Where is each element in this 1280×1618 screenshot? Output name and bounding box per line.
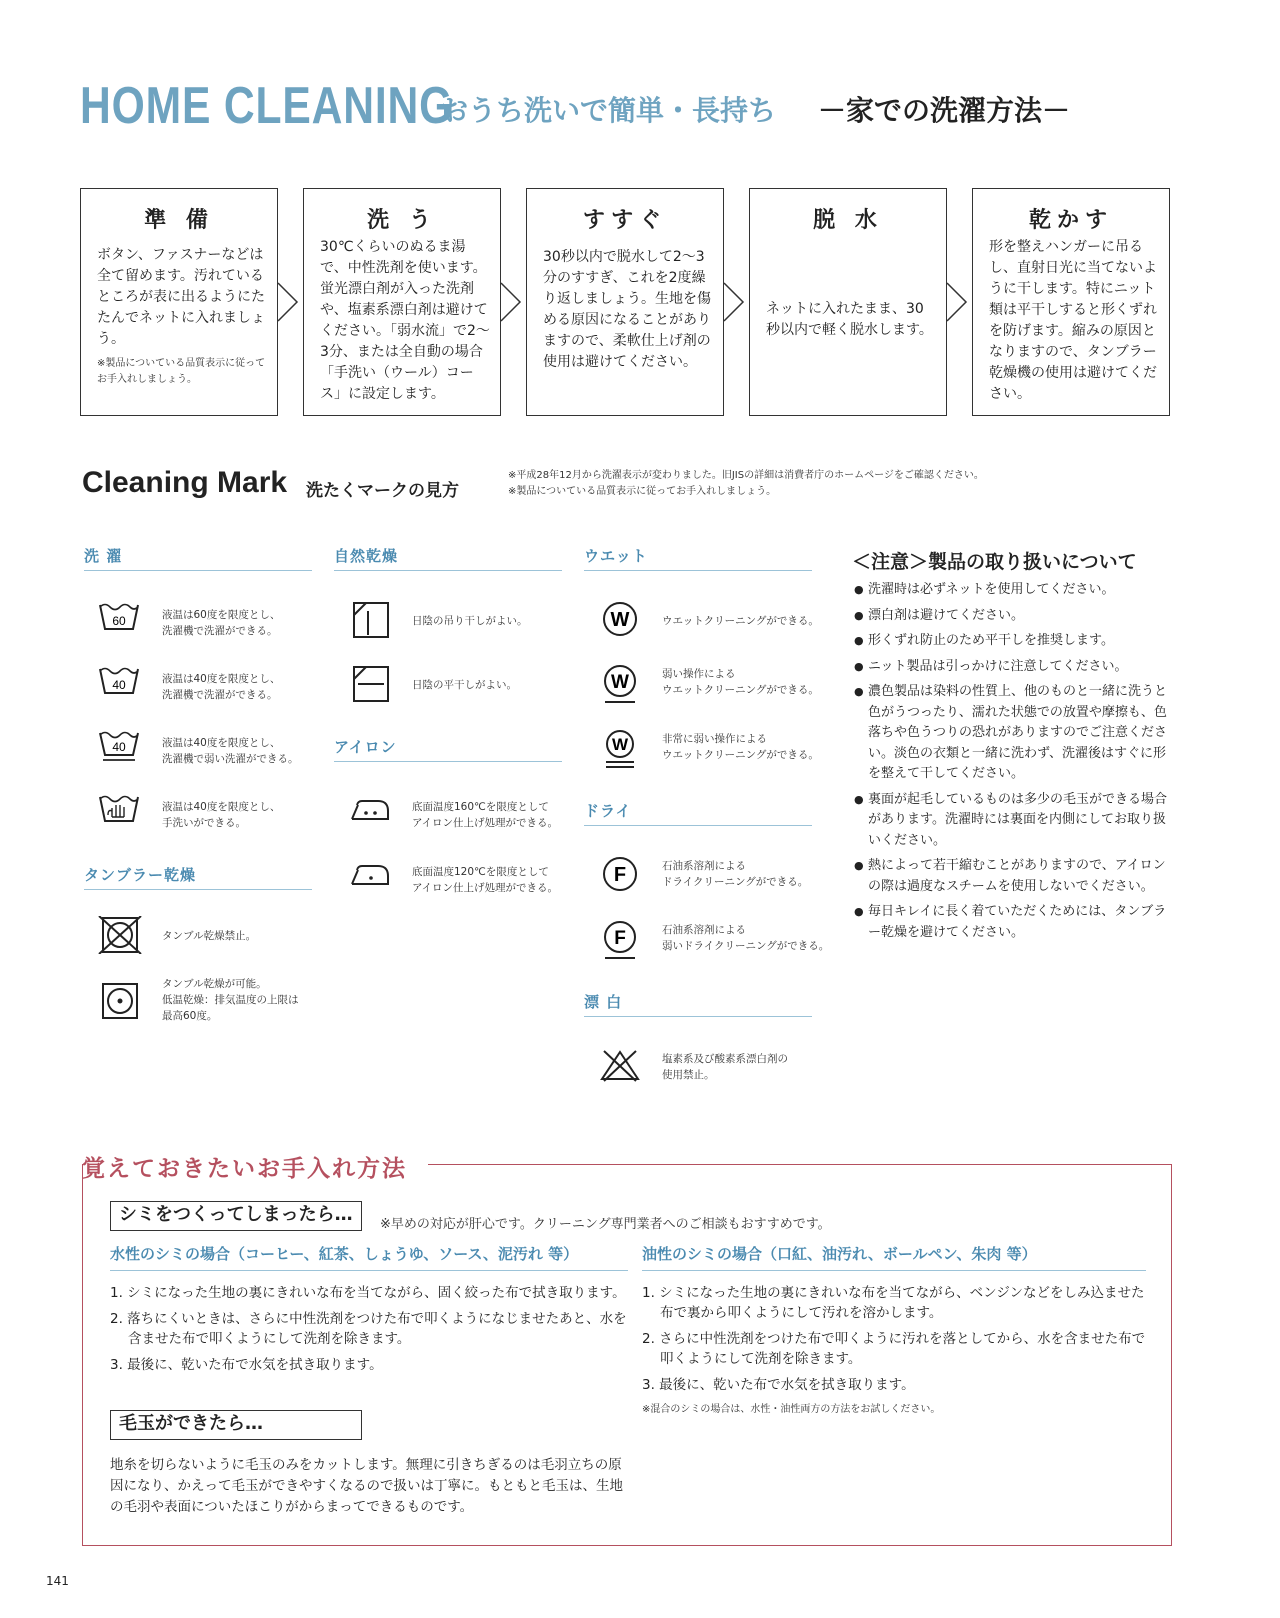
wash-temp-label: 40 [112, 678, 126, 692]
mark-iron-160 [334, 793, 562, 839]
tumble-dry-prohibited-icon [98, 916, 142, 954]
category-tumble: タンブラー乾燥 [84, 864, 312, 890]
dry-label: F [614, 928, 626, 949]
wash-temp-label: 60 [112, 614, 126, 628]
mark-wet-weak [584, 664, 819, 710]
chevron-right-icon [500, 282, 522, 322]
category-natural-dry: 自然乾燥 [334, 545, 562, 571]
mark-flat-shade [334, 665, 562, 711]
mark-text: 洗濯機で洗濯ができる。 [162, 625, 278, 637]
oil-stain-heading: 油性のシミの場合（口紅、油汚れ、ボールペン、朱肉 等） [642, 1243, 1146, 1271]
mark-text: ドライクリーニングができる。 [662, 876, 809, 888]
wet-clean-icon [598, 601, 642, 639]
chevron-right-icon [723, 282, 745, 322]
mark-text: ウエットクリーニングができる。 [662, 684, 819, 696]
mark-text: 日陰の吊り干しがよい。 [412, 615, 528, 627]
step-title: すすぐ [582, 208, 668, 233]
cleaning-mark-note: ※平成28年12月から洗濯表示が変わりました。旧JISの詳細は消費者庁のホームページをご確認ください。 [508, 470, 984, 481]
chevron-right-icon [277, 282, 299, 322]
tumble-dry-low-icon [98, 982, 142, 1020]
dry-clean-icon [598, 856, 642, 894]
flat-dry-shade-icon [348, 665, 392, 703]
wash-tub-icon [98, 601, 140, 633]
mark-wet-very-weak [584, 729, 819, 775]
notes-item: ● 熱によって若干縮むことがありますので、アイロンの際は過度なスチームを使用しないでください。 [854, 856, 1176, 897]
mark-text: 手洗いができる。 [162, 817, 246, 829]
oil-stain-step: 2. さらに中性洗剤をつけた布で叩くように汚れを落としてから、水を含ませた布で叩くようにして洗剤を除きます。 [642, 1331, 1146, 1367]
wet-label: W [611, 672, 629, 693]
notes-item: ● 洗濯時は必ずネットを使用してください。 [854, 580, 1176, 601]
dry-label: F [613, 864, 627, 886]
mark-iron-120 [334, 858, 562, 904]
mark-text: 弱い操作による [662, 668, 736, 680]
mark-text: 底面温度160℃を限度として [412, 801, 549, 813]
mark-text: 低温乾燥：排気温度の上限は [162, 994, 299, 1006]
mark-text: アイロン仕上げ処理ができる。 [412, 882, 559, 894]
step-title: 乾かす [1028, 208, 1113, 233]
cleaning-mark-title: Cleaning Mark [82, 466, 288, 499]
mark-hang-shade [334, 601, 562, 647]
step-body: 形を整えハンガーに吊るし、直射日光に当てないように干します。特にニット類は平干しすると形くずれを防げます。縮みの原因となりますので、タンブラー乾燥機の使用は避けてください。 [989, 239, 1157, 402]
cleaning-mark-note: ※製品についている品質表示に従ってお手入れしましょう。 [508, 486, 777, 497]
oil-stain-step: 3. 最後に、乾いた布で水気を拭き取ります。 [642, 1377, 915, 1393]
step-note: ※製品についている品質表示に従ってお手入れしましょう。 [97, 358, 266, 385]
cleaning-mark-subtitle: 洗たくマークの見方 [306, 481, 459, 501]
water-stain-step: 1. シミになった生地の裏にきれいな布を当てながら、固く絞った布で拭き取ります。 [110, 1285, 626, 1301]
oil-stain-step: 1. シミになった生地の裏にきれいな布を当てながら、ベンジンなどをしみ込ませた布で裏から叩くようにして汚れを溶かします。 [642, 1285, 1145, 1321]
step-title: 洗 う [367, 208, 437, 233]
mark-text: 使用禁止。 [662, 1069, 715, 1081]
step-title: 準 備 [144, 208, 214, 233]
mark-text: 石油系溶剤による [662, 860, 746, 872]
step-rinse [526, 188, 724, 416]
mark-text: 液温は40度を限度とし、 [162, 673, 281, 685]
category-iron: アイロン [334, 736, 562, 762]
hang-dry-shade-icon [348, 601, 392, 639]
wash-temp-label: 40 [112, 740, 126, 754]
water-stain-step: 2. 落ちにくいときは、さらに中性洗剤をつけた布で叩くようになじませたあと、水を含ませた布で叩くようにして洗剤を除きます。 [110, 1311, 627, 1347]
mark-text: ウエットクリーニングができる。 [662, 615, 819, 627]
notes-item: ● ニット製品は引っかけに注意してください。 [854, 657, 1176, 678]
wet-label: W [610, 609, 630, 631]
notes-item: ● 裏面が起毛しているものは多少の毛玉ができる場合があります。洗濯時には裏面を内側にしてお取り扱いください。 [854, 790, 1176, 852]
notes-item: ● 濃色製品は染料の性質上、他のものと一緒に洗うと色がうつったり、濡れた状態での放置や摩擦も、色落ちや色うつりの恐れがありますのでご注意ください。淡色の衣類と一緒に洗わず、洗濯後はすぐに形を整えて干してください。 [854, 682, 1176, 785]
step-dry [972, 188, 1170, 416]
mark-tumble-no [84, 916, 312, 962]
notes-item: ● 形くずれ防止のため平干しを推奨します。 [854, 631, 1176, 652]
water-stain-heading: 水性のシミの場合（コーヒー、紅茶、しょうゆ、ソース、泥汚れ 等） [110, 1243, 628, 1271]
iron-medium-icon [348, 793, 392, 825]
dry-clean-weak-icon [598, 920, 642, 962]
mark-text: ウエットクリーニングができる。 [662, 749, 819, 761]
bleach-prohibited-icon [598, 1049, 642, 1083]
mark-text: タンブル乾燥が可能。 [162, 978, 267, 990]
notes-list [854, 580, 1176, 948]
pill-heading: 毛玉ができたら… [110, 1410, 362, 1440]
mark-wash-60 [84, 601, 312, 647]
page-title: HOME CLEANING [80, 77, 454, 135]
step-body: 30℃くらいのぬるま湯で、中性洗剤を使います。蛍光漂白剤が入った洗剤や、塩素系漂白剤は避けてください。「弱水流」で2〜3分、または全自動の場合「手洗い（ウール）コース」に設定します。 [320, 239, 490, 402]
notes-item: ● 漂白剤は避けてください。 [854, 606, 1176, 627]
page-number: 141 [46, 1574, 69, 1588]
step-title: 脱 水 [813, 208, 883, 233]
page-subtitle-2: －家での洗濯方法－ [818, 94, 1071, 127]
wash-tub-icon [98, 665, 140, 697]
pill-text: 地糸を切らないように毛玉のみをカットします。無理に引きちぎるのは毛羽立ちの原因になり、かえって毛玉ができやすくなるので扱いは丁寧に。もともと毛玉は、生地の毛羽や表面についたほこりがからまってできるものです。 [110, 1457, 623, 1515]
step-body: ボタン、ファスナーなどは全て留めます。汚れているところが表に出るようにたたんでネットに入れましょう。 [97, 247, 265, 347]
care-title: 覚えておきたいお手入れ方法 [82, 1156, 407, 1182]
mark-text: タンブル乾燥禁止。 [162, 930, 257, 942]
category-wash: 洗 濯 [84, 545, 312, 571]
mark-text: 液温は60度を限度とし、 [162, 609, 281, 621]
step-body: ネットに入れたまま、30秒以内で軽く脱水します。 [766, 301, 933, 338]
mark-wet-normal [584, 601, 819, 647]
mark-text: 液温は40度を限度とし、 [162, 737, 281, 749]
page-subtitle: おうち洗いで簡単・長持ち [440, 94, 777, 127]
mark-bleach-no [584, 1049, 812, 1095]
category-bleach: 漂 白 [584, 991, 812, 1017]
mark-text: 洗濯機で弱い洗濯ができる。 [162, 753, 299, 765]
mark-text: 塩素系及び酸素系漂白剤の [662, 1053, 788, 1065]
chevron-right-icon [946, 282, 968, 322]
mark-text: 液温は40度を限度とし、 [162, 801, 281, 813]
mark-text: 石油系溶剤による [662, 924, 746, 936]
mark-wash-40 [84, 665, 312, 711]
step-wash [303, 188, 501, 416]
mark-wash-40-weak [84, 729, 312, 775]
water-stain-step: 3. 最後に、乾いた布で水気を拭き取ります。 [110, 1357, 383, 1373]
iron-low-icon [348, 858, 392, 890]
mark-tumble-ok [84, 978, 312, 1028]
mark-text: 最高60度。 [162, 1010, 218, 1022]
mixed-stain-note: ※混合のシミの場合は、水性・油性両方の方法をお試しください。 [642, 1404, 941, 1415]
category-dry: ドライ [584, 800, 812, 826]
category-wet: ウエット [584, 545, 812, 571]
step-spin [749, 188, 947, 416]
step-body: 30秒以内で脱水して2〜3分のすすぎ、これを2度繰り返しましょう。生地を傷める原因になることがありますので、柔軟仕上げ剤の使用は避けてください。 [543, 249, 711, 370]
mark-dry-normal [584, 856, 812, 902]
mark-text: 非常に弱い操作による [662, 733, 767, 745]
mark-hand-wash [84, 793, 312, 839]
wet-clean-very-weak-icon [598, 729, 642, 775]
stain-heading: シミをつくってしまったら… [110, 1201, 362, 1231]
notes-item: ● 毎日キレイに長く着ていただくためには、タンブラー乾燥を避けてください。 [854, 902, 1176, 943]
mark-text: 日陰の平干しがよい。 [412, 679, 517, 691]
mark-text: 底面温度120℃を限度として [412, 866, 549, 878]
notes-title: ＜注意＞製品の取り扱いについて [852, 551, 1137, 573]
wash-tub-weak-icon [98, 729, 140, 765]
mark-text: 洗濯機で洗濯ができる。 [162, 689, 278, 701]
water-stain-steps [110, 1283, 634, 1381]
stain-note: ※早めの対応が肝心です。クリーニング専門業者へのご相談もおすすめです。 [380, 1217, 831, 1232]
mark-text: 弱いドライクリーニングができる。 [662, 940, 830, 952]
wet-label: W [611, 735, 629, 754]
wet-clean-weak-icon [598, 664, 642, 706]
mark-dry-weak [584, 920, 830, 966]
mark-text: アイロン仕上げ処理ができる。 [412, 817, 559, 829]
hand-wash-icon [98, 793, 140, 825]
step-prepare [80, 188, 278, 416]
oil-stain-steps [642, 1283, 1152, 1401]
